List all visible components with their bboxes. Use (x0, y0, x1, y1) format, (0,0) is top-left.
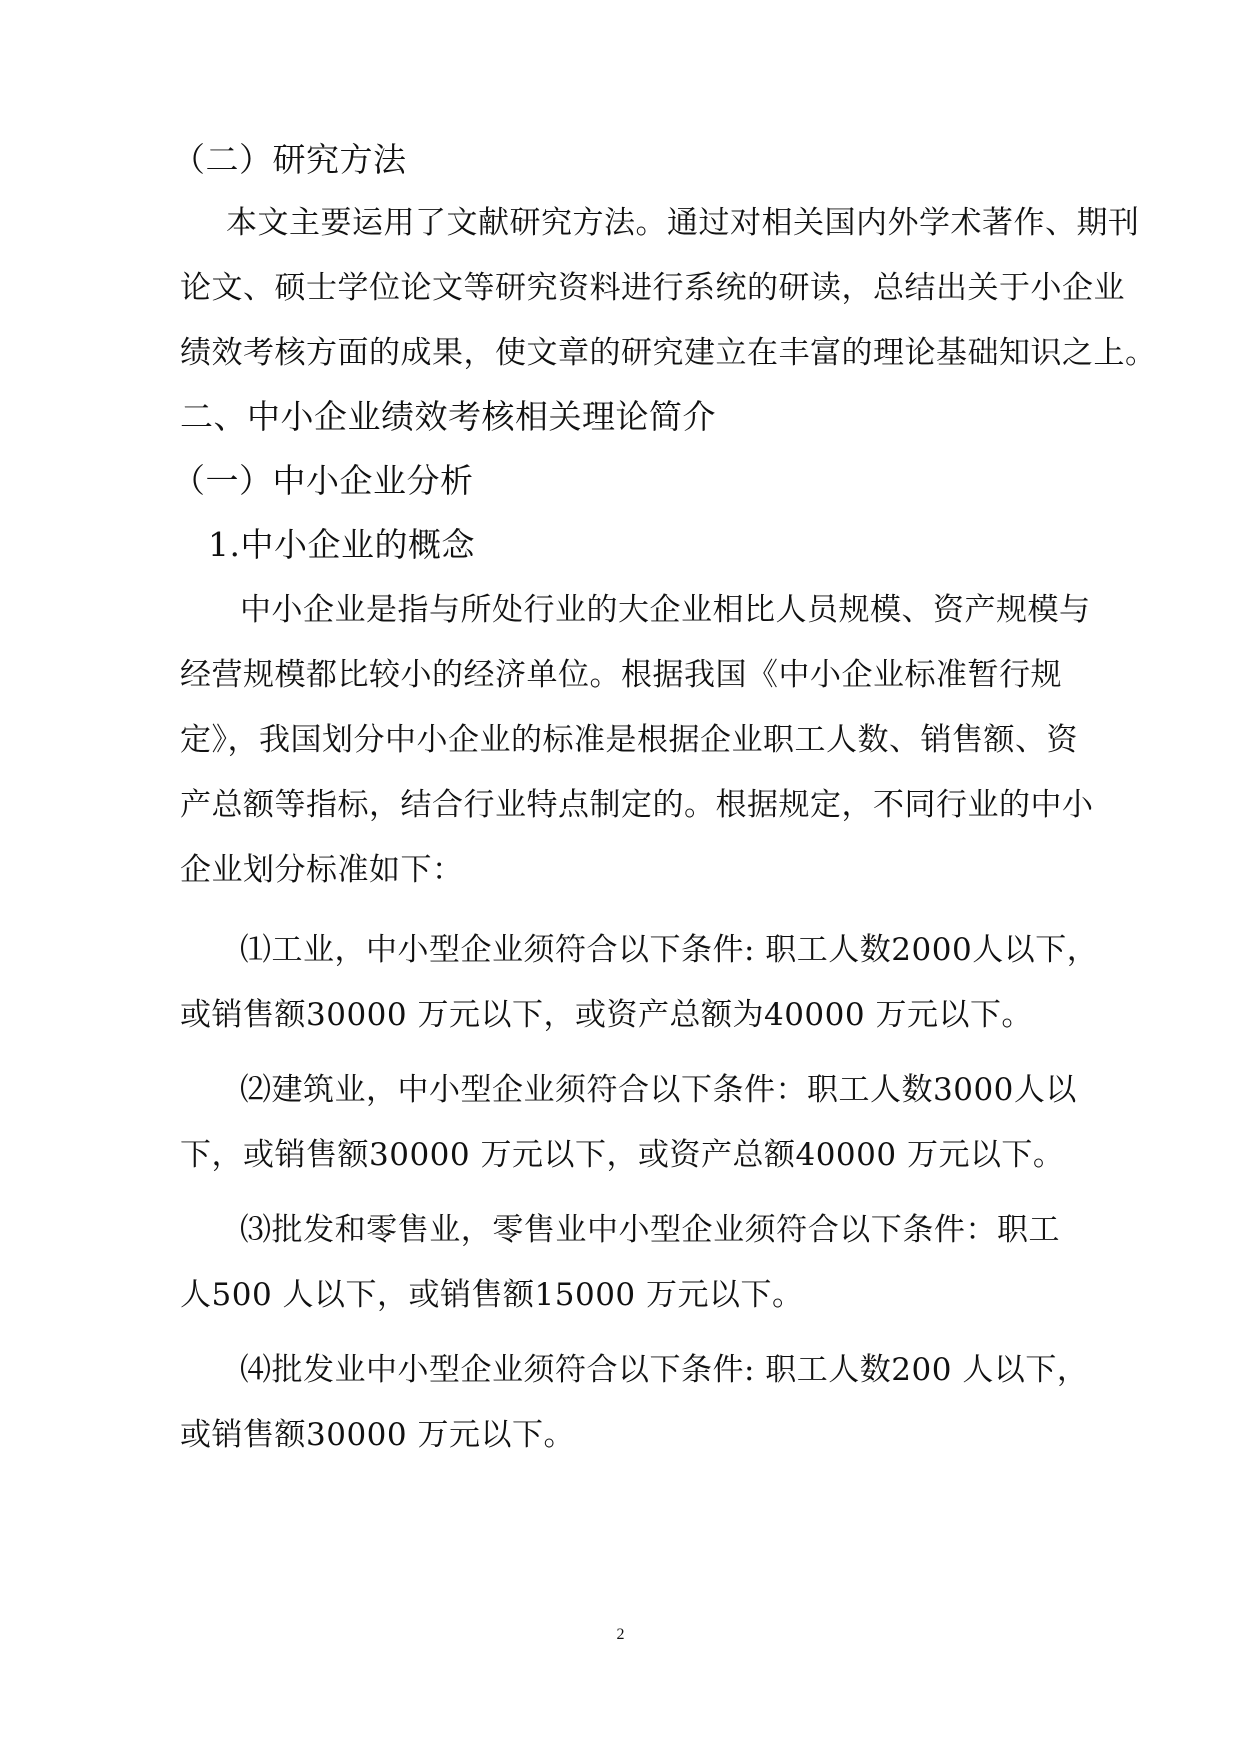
heading-sme-analysis: （一）中小企业分析 (172, 461, 474, 500)
list-item-line: ⑷批发业中小型企业须符合以下条件: 职工人数200 人以下， (240, 1352, 1089, 1388)
list-item-line: 人500 人以下，或销售额15000 万元以下。 (180, 1277, 804, 1313)
paragraph-line: 本文主要运用了文献研究方法。通过对相关国内外学术著作、期刊 (226, 205, 1140, 241)
paragraph-line: 定》，我国划分中小企业的标准是根据企业职工人数、销售额、资 (180, 722, 1078, 758)
paragraph-line: 中小企业是指与所处行业的大企业相比人员规模、资产规模与 (240, 592, 1091, 628)
list-item-line: 或销售额30000 万元以下。 (180, 1417, 575, 1453)
page-number: 2 (616, 1626, 625, 1643)
paragraph-line: 经营规模都比较小的经济单位。根据我国《中小企业标准暂行规 (180, 657, 1062, 693)
list-item-line: ⑵建筑业，中小型企业须符合以下条件：职工人数3000人以 (240, 1072, 1077, 1108)
heading-sme-concept: 1.中小企业的概念 (208, 525, 475, 564)
list-item-line: ⑴工业，中小型企业须符合以下条件: 职工人数2000人以下， (240, 932, 1099, 968)
list-item-line: ⑶批发和零售业，零售业中小型企业须符合以下条件：职工 (240, 1212, 1060, 1248)
heading-research-method: （二）研究方法 (172, 140, 407, 179)
paragraph-line: 绩效考核方面的成果，使文章的研究建立在丰富的理论基础知识之上。 (180, 335, 1157, 371)
paragraph-line: 论文、硕士学位论文等研究资料进行系统的研读，总结出关于小企业 (180, 270, 1125, 306)
paragraph-line: 企业划分标准如下： (180, 852, 464, 888)
paragraph-line: 产总额等指标，结合行业特点制定的。根据规定，不同行业的中小 (180, 787, 1094, 823)
heading-section-two: 二、中小企业绩效考核相关理论简介 (180, 397, 716, 436)
list-item-line: 或销售额30000 万元以下，或资产总额为40000 万元以下。 (180, 997, 1033, 1033)
list-item-line: 下，或销售额30000 万元以下，或资产总额40000 万元以下。 (180, 1137, 1065, 1173)
